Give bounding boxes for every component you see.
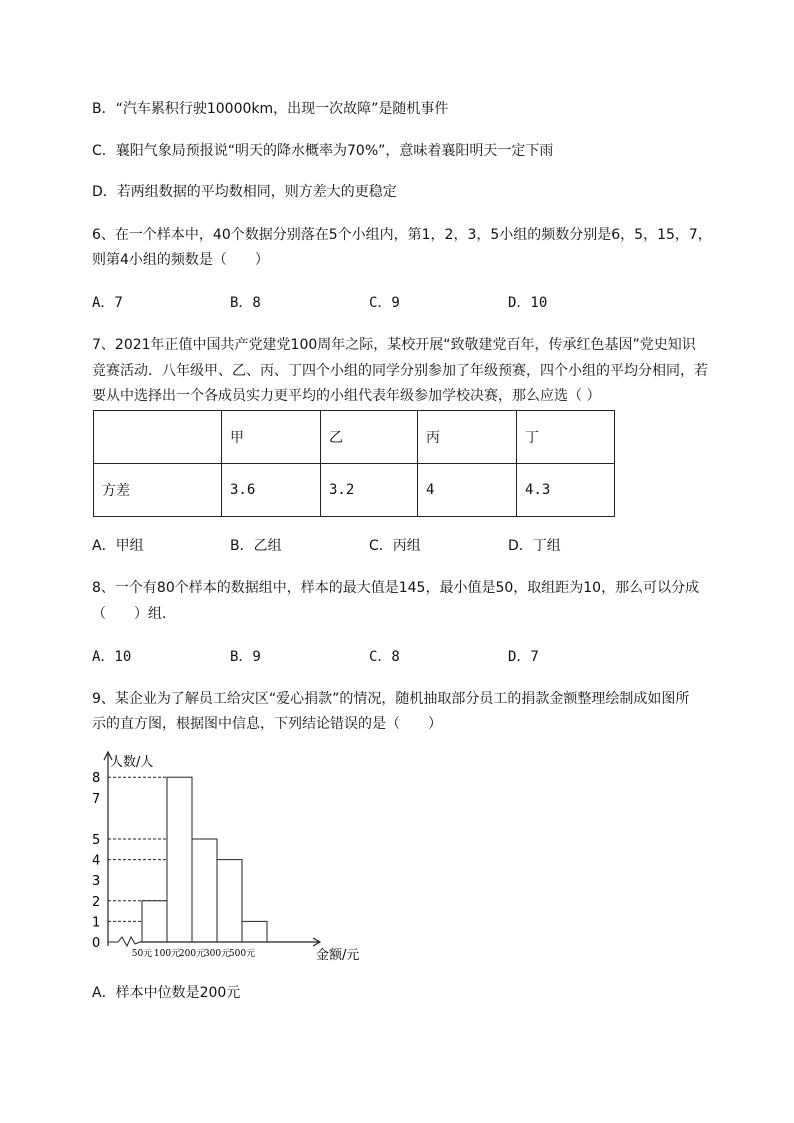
- table-row-label: 方差: [94, 464, 222, 517]
- q5-option-b: B．“汽车累积行驶10000km，出现一次故障”是随机事件: [92, 101, 449, 117]
- table-cell: 3.2: [321, 464, 418, 517]
- q5-option-c: C．襄阳气象局预报说“明天的降水概率为70%”，意味着襄阳明天一定下雨: [92, 143, 554, 159]
- x-tick-label: 300元: [203, 949, 231, 959]
- q9-stem-line2: 示的直方图，根据图中信息，下列结论错误的是（ ）: [92, 716, 442, 732]
- q9-stem-line1: 9、某企业为了解员工给灾区“爱心捐款”的情况，随机抽取部分员工的捐款金额整理绘制成如图所: [92, 691, 690, 707]
- y-tick-label: 7: [92, 791, 101, 807]
- y-tick-label: 2: [92, 894, 101, 910]
- q7-stem-line2: 竞赛活动．八年级甲、乙、丙、丁四个小组的同学分别参加了年级预赛，四个小组的平均分相同，若: [92, 363, 708, 379]
- q6-option-a: A．7: [92, 295, 123, 311]
- x-axis-break: [108, 937, 140, 946]
- table-cell: 4: [418, 464, 517, 517]
- histogram-bar: [242, 921, 267, 942]
- q6-option-d: D．10: [508, 295, 548, 311]
- q7-stem-line1: 7、2021年正值中国共产党建党100周年之际，某校开展“致敬建党百年，传承红色基因”党史知识: [92, 337, 696, 353]
- x-axis-label: 金额/元: [316, 948, 360, 963]
- y-tick-label: 8: [92, 771, 101, 787]
- histogram-bar: [192, 839, 217, 942]
- q8-stem-line1: 8、一个有80个样本的数据组中，样本的最大值是145，最小值是50，取组距为10，那么可以分成: [92, 580, 700, 596]
- table-cell: 3.6: [222, 464, 321, 517]
- table-header-cell: 乙: [321, 411, 418, 464]
- q9-option-a: A．样本中位数是200元: [92, 985, 241, 1001]
- histogram-bar: [217, 860, 242, 942]
- table-header-row: [94, 411, 615, 464]
- q5-option-d: D．若两组数据的平均数相同，则方差大的更稳定: [92, 184, 397, 200]
- q7-option-b: B．乙组: [230, 538, 282, 554]
- y-tick-label: 3: [92, 874, 101, 890]
- q6-option-b: B．8: [230, 295, 261, 311]
- donation-histogram: [88, 748, 378, 970]
- table-header-cell: 丁: [517, 411, 615, 464]
- x-tick-label: 200元: [178, 949, 206, 959]
- y-tick-label: 0: [92, 936, 101, 951]
- q8-option-a: A．10: [92, 649, 132, 665]
- y-axis-label: 人数/人: [110, 755, 154, 770]
- q8-option-b: B．9: [230, 649, 261, 665]
- q6-option-c: C．9: [369, 295, 400, 311]
- table-cell: 4.3: [517, 464, 615, 517]
- q8-option-c: C．8: [369, 649, 400, 665]
- x-tick-label: 100元: [153, 949, 181, 959]
- q6-stem-line1: 6、在一个样本中，40个数据分别落在5个小组内，第1，2，3，5小组的频数分别是6，5，15，7，: [92, 227, 712, 243]
- q8-stem-line2: （ ）组．: [92, 606, 176, 622]
- y-tick-label: 5: [92, 833, 101, 848]
- q8-option-d: D．7: [508, 649, 539, 665]
- variance-table: [93, 410, 615, 517]
- q6-stem-line2: 则第4小组的频数是（ ）: [92, 252, 269, 268]
- table-header-cell: 甲: [222, 411, 321, 464]
- histogram-bar: [167, 777, 192, 942]
- x-tick-label: 500元: [228, 949, 256, 959]
- histogram-bar: [142, 901, 167, 942]
- table-header-cell: 丙: [418, 411, 517, 464]
- x-tick-label: 50元: [131, 949, 153, 959]
- table-header-cell: [94, 411, 222, 464]
- q7-option-c: C．丙组: [369, 538, 421, 554]
- q7-option-d: D．丁组: [508, 538, 561, 554]
- y-tick-label: 4: [92, 853, 101, 869]
- y-tick-label: 1: [92, 915, 101, 931]
- q7-stem-line3: 要从中选择出一个各成员实力更平均的小组代表年级参加学校决赛，那么应选（ ）: [92, 388, 601, 404]
- table-row: [94, 464, 615, 517]
- q7-option-a: A．甲组: [92, 538, 144, 554]
